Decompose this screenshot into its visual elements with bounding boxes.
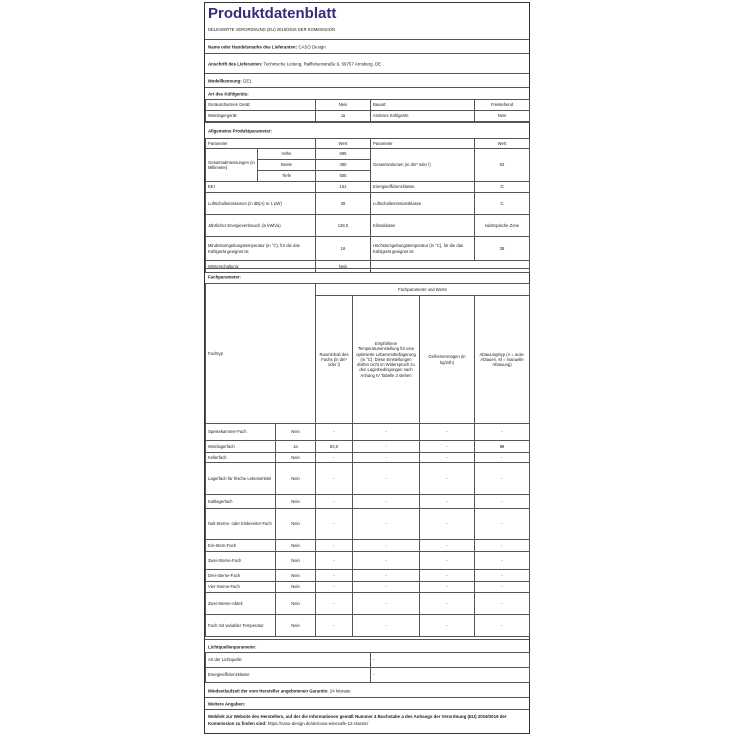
table-cell: - xyxy=(475,593,530,615)
table-cell: - xyxy=(475,615,530,637)
table-cell: - xyxy=(420,540,475,552)
table-cell: Nein xyxy=(276,570,316,582)
light-row xyxy=(206,653,530,668)
compartment-row xyxy=(206,495,530,509)
compartment-row xyxy=(206,453,530,463)
compartment-row xyxy=(206,552,530,570)
table-cell: Wert xyxy=(475,139,530,149)
table-cell: Ein-Stern-Fach xyxy=(206,540,276,552)
table-cell: Freistehend xyxy=(475,100,530,111)
compartment-row xyxy=(206,509,530,540)
table-cell: - xyxy=(420,570,475,582)
type-row xyxy=(206,111,530,122)
table-cell: Wert xyxy=(316,139,371,149)
table-cell: - xyxy=(420,509,475,540)
table-cell: EEI xyxy=(206,182,316,193)
table-cell: - xyxy=(316,463,353,495)
light-table xyxy=(205,652,530,683)
manufacturer-link[interactable]: https://caso-design.de/de/caso-winecafe-12-classic/ xyxy=(267,720,369,726)
table-cell: - xyxy=(420,441,475,453)
table-cell: Kellerfach xyxy=(206,453,276,463)
table-cell: 63,0 xyxy=(316,441,353,453)
table-cell: Breite xyxy=(258,160,316,171)
table-cell: - xyxy=(420,593,475,615)
table-cell: Höhe xyxy=(258,149,316,160)
table-cell: - xyxy=(353,424,420,441)
table-cell: Fachtyp xyxy=(206,284,316,424)
address-label: Anschrift des Lieferanten: xyxy=(208,61,263,67)
table-cell: - xyxy=(371,653,530,668)
table-cell: - xyxy=(316,582,353,593)
section-heading-text: Lichtquellenparameter: xyxy=(208,644,257,649)
table-cell: 63 xyxy=(475,149,530,182)
light-row xyxy=(206,668,530,683)
light-params-heading xyxy=(205,639,529,653)
table-cell: Fach mit variabler Temperatur xyxy=(206,615,276,637)
regulation-subtitle: DELEGIERTE VERORDNUNG (EU) 2019/2016 DER KOMMISSION xyxy=(208,27,335,32)
table-cell: Zwei-Sterne-Fach xyxy=(206,552,276,570)
table-cell: - xyxy=(475,463,530,495)
table-cell: Kaltlagerfach xyxy=(206,495,276,509)
section-heading-text xyxy=(208,79,252,84)
table-cell: Gesamtabmessungen (in Millimeter) xyxy=(206,149,258,182)
warranty-value: 24 Monate xyxy=(329,688,351,693)
table-cell: - xyxy=(475,570,530,582)
table-cell: - xyxy=(316,424,353,441)
table-cell: - xyxy=(353,593,420,615)
table-cell: 39 xyxy=(316,193,371,215)
table-cell: Nein xyxy=(276,495,316,509)
table-cell: - xyxy=(371,668,530,683)
table-cell: Ja xyxy=(276,441,316,453)
table-cell: Nein xyxy=(276,615,316,637)
table-cell: subtropische Zone xyxy=(475,215,530,237)
table-cell: - xyxy=(316,453,353,463)
table-cell: G xyxy=(475,182,530,193)
table-cell: Nein xyxy=(316,261,371,273)
section-heading-text: Weitere Angaben: xyxy=(208,701,246,707)
table-cell: Vier-Sterne-Fach xyxy=(206,582,276,593)
table-cell: Bauart: xyxy=(371,100,475,111)
table-cell: Luftschallemissionsklasse xyxy=(371,193,475,215)
model-label: Modellkennung: xyxy=(208,78,242,84)
product-data-sheet xyxy=(204,2,530,734)
model-row xyxy=(205,73,529,88)
table-cell: - xyxy=(420,552,475,570)
table-cell: - xyxy=(353,509,420,540)
table-cell: - xyxy=(353,495,420,509)
table-cell: Energieeffizienzklasse xyxy=(206,668,371,683)
table-cell: 505 xyxy=(316,171,371,182)
page-title: Produktdatenblatt xyxy=(208,5,337,22)
section-heading-text: Allgemeine Produktparameter: xyxy=(208,128,272,134)
general-params-table xyxy=(205,138,530,273)
table-cell: Parameter xyxy=(371,139,475,149)
compartment-row xyxy=(206,424,530,441)
section-heading-text xyxy=(208,688,351,693)
supplier-value: CASO Design xyxy=(298,44,326,50)
table-cell: - xyxy=(316,540,353,552)
table-cell: Weinlagerfach xyxy=(206,441,276,453)
table-cell: - xyxy=(475,509,530,540)
compartment-row xyxy=(206,463,530,495)
table-cell: - xyxy=(316,593,353,615)
model-value: GE1 xyxy=(242,78,252,84)
table-cell: Lagerfach für frische Lebensmittel xyxy=(206,463,276,495)
table-cell: 38 xyxy=(475,237,530,261)
table-cell: - xyxy=(353,453,420,463)
gp-row xyxy=(206,237,530,261)
table-cell: 128,0 xyxy=(316,215,371,237)
supplier-row xyxy=(205,39,529,54)
section-heading-text: Fachparameter: xyxy=(208,274,241,279)
table-cell: - xyxy=(353,552,420,570)
table-cell: Weinlagergerät: xyxy=(206,111,316,122)
table-cell: Rauminhalt des Fachs (in dm³ oder l) xyxy=(316,296,353,424)
gp-row xyxy=(206,193,530,215)
type-row xyxy=(206,100,530,111)
compartment-group-row xyxy=(206,284,530,296)
gp-header-row xyxy=(206,139,530,149)
table-cell: Nein xyxy=(276,540,316,552)
table-cell: Gesamtvolumen (in dm³ oder l) xyxy=(371,149,475,182)
table-cell: 390 xyxy=(316,160,371,171)
table-cell: - xyxy=(475,424,530,441)
table-cell: - xyxy=(316,509,353,540)
table-cell: - xyxy=(420,453,475,463)
table-cell: Nein xyxy=(276,552,316,570)
section-heading-text xyxy=(208,62,381,67)
table-cell: Nein xyxy=(276,509,316,540)
table-cell: - xyxy=(420,615,475,637)
table-cell: Nein xyxy=(276,582,316,593)
device-type-table xyxy=(205,99,530,122)
table-cell: - xyxy=(475,453,530,463)
table-cell: - xyxy=(353,582,420,593)
supplier-label: Name oder Handelsmarke des Lieferanten: xyxy=(208,44,298,50)
table-cell: Nein xyxy=(316,100,371,111)
general-params-heading xyxy=(205,122,529,139)
table-cell: Zwei-Sterne-Abteil xyxy=(206,593,276,615)
table-cell: - xyxy=(475,540,530,552)
more-info-row xyxy=(205,709,529,734)
more-info-text: Weblink zur Website des Herstellers, auf der die Informationen gemäß Nummer 4 Buchstabe a des Anhangs der Verordnung (EU) 2019/2019 der Kommission zu finden sind: xyxy=(208,714,507,726)
gp-row xyxy=(206,215,530,237)
compartment-row xyxy=(206,540,530,552)
address-row xyxy=(205,53,529,74)
section-heading-text xyxy=(208,45,326,50)
table-cell: - xyxy=(316,552,353,570)
table-cell: 695 xyxy=(316,149,371,160)
table-cell: - xyxy=(353,615,420,637)
table-cell: Nein xyxy=(276,593,316,615)
table-cell: - xyxy=(475,582,530,593)
table-cell: - xyxy=(420,424,475,441)
table-cell: - xyxy=(353,570,420,582)
table-cell: - xyxy=(475,495,530,509)
table-cell: Parameter xyxy=(206,139,316,149)
table-cell: Nein xyxy=(276,453,316,463)
compartment-row xyxy=(206,593,530,615)
table-cell: C xyxy=(475,193,530,215)
table-cell: Anderes Kühlgerät: xyxy=(371,111,475,122)
warranty-label: Mindestlaufzeit der vom Hersteller angebotenen Garantie: xyxy=(208,688,329,693)
table-cell: - xyxy=(316,495,353,509)
table-cell: Energieeffizienzklasse xyxy=(371,182,475,193)
table-cell: Nein xyxy=(276,463,316,495)
table-cell: Luftschallemissionen (in dB(A) re 1 pW) xyxy=(206,193,316,215)
table-cell: Art der Lichtquelle xyxy=(206,653,371,668)
table-cell: Null-Sterne- oder Eisbereiter-Fach xyxy=(206,509,276,540)
table-cell: Tiefe xyxy=(258,171,316,182)
table-cell: Jährlicher Energieverbrauch (in kWh/a) xyxy=(206,215,316,237)
section-heading-text: Art des Kühlgeräts: xyxy=(208,91,249,97)
table-cell: Fachparameter und Werte xyxy=(316,284,530,296)
table-cell: Mindestumgebungstemperatur (in °C), für die das Kühlgerät geeignet ist xyxy=(206,237,316,261)
table-cell: - xyxy=(353,441,420,453)
table-cell: - xyxy=(420,582,475,593)
table-cell: Ja xyxy=(316,111,371,122)
table-cell: Klimaklasse xyxy=(371,215,475,237)
table-cell: 161 xyxy=(316,182,371,193)
table-cell: Nein xyxy=(475,111,530,122)
table-cell: - xyxy=(316,615,353,637)
table-cell: Speisekammer-Fach xyxy=(206,424,276,441)
compartment-table xyxy=(205,283,530,637)
table-cell: - xyxy=(316,570,353,582)
table-cell: Höchstumgebungstemperatur (in °C), für die das Kühlgerät geeignet ist xyxy=(371,237,475,261)
gp-row xyxy=(206,182,530,193)
table-cell: - xyxy=(475,552,530,570)
address-value: Technische Leitung, Raiffeisenstraße 9, 59757 Arnsberg, DE xyxy=(263,61,382,67)
table-cell: 16 xyxy=(316,237,371,261)
compartment-row xyxy=(206,570,530,582)
table-cell: Winterschaltung: xyxy=(206,261,316,273)
table-cell: Drei-Sterne-Fach xyxy=(206,570,276,582)
table-cell: - xyxy=(420,495,475,509)
table-cell: Geräuscharmes Gerät: xyxy=(206,100,316,111)
table-cell: - xyxy=(420,463,475,495)
warranty-row xyxy=(205,682,529,698)
table-cell: Abtauungstyp (A = auto-Abtauen, M = manuelle Abtauung) xyxy=(475,296,530,424)
table-cell: Nein xyxy=(276,424,316,441)
table-cell: - xyxy=(353,540,420,552)
compartment-params-heading xyxy=(205,268,529,284)
compartment-row xyxy=(206,582,530,593)
compartment-row xyxy=(206,615,530,637)
table-cell: Empfohlene Temperatureinstellung für eine optimierte Lebensmittellagerung (in °C). Diese Einstellungen dürfen nicht im Widerspruch zu den Lagerbedingungen nach Anhang IV Tabelle 3 stehen xyxy=(353,296,420,424)
table-cell: Gefriervermögen (in kg/24h) xyxy=(420,296,475,424)
table-cell: M xyxy=(475,441,530,453)
table-cell: - xyxy=(353,463,420,495)
compartment-row xyxy=(206,441,530,453)
dims-row xyxy=(206,149,530,160)
